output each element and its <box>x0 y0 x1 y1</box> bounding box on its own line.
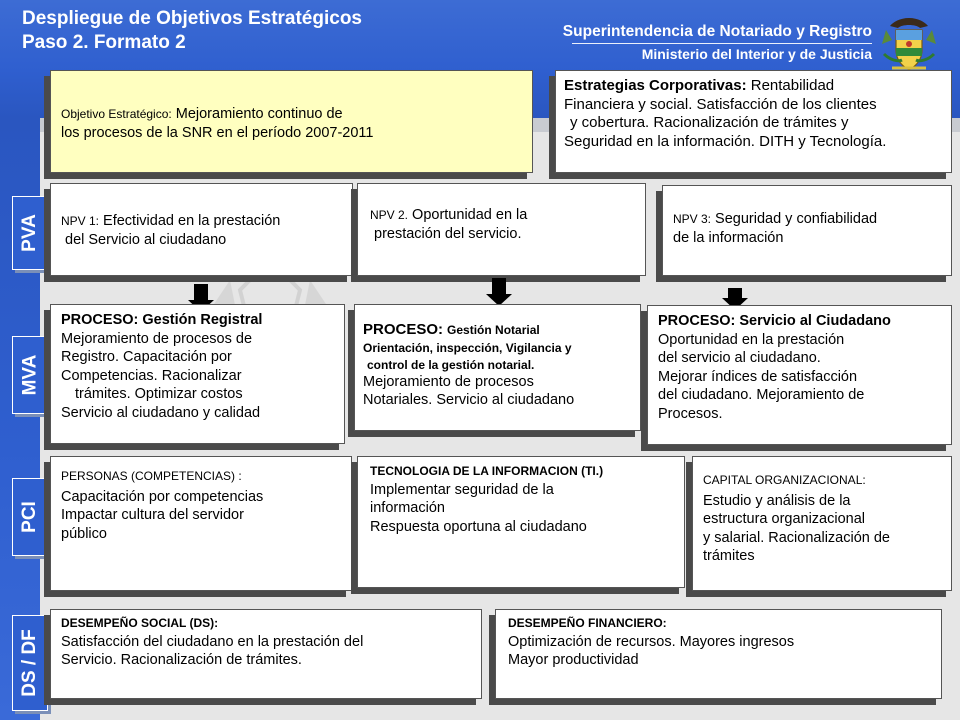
capacity-personas-line: Impactar cultura del servidor <box>61 507 244 523</box>
brand-rule <box>572 43 872 44</box>
objective-text-b: los procesos de la SNR en el período 2007-2011 <box>61 124 374 141</box>
capacity-organizacional-line: trámites <box>703 548 755 564</box>
capacity-organizacional-line: y salarial. Racionalización de <box>703 529 890 546</box>
arrow-npv3-to-process <box>728 288 742 298</box>
title-line-1: Despliegue de Objetivos Estratégicos <box>22 8 362 29</box>
objective-label: Objetivo Estratégico: <box>61 107 172 121</box>
process-registral-title: PROCESO: Gestión Registral <box>61 312 263 328</box>
process-notarial-sub-2: control de la gestión notarial. <box>367 357 535 372</box>
process-ciudadano-line: Procesos. <box>658 405 723 422</box>
capacity-ti-line: Respuesta oportuna al ciudadano <box>370 518 587 535</box>
performance-social-box <box>50 609 482 699</box>
row-label-ds-df: DS / DF <box>12 615 48 711</box>
npv-2-text-b: prestación del servicio. <box>374 225 522 242</box>
capacity-personas-title: PERSONAS (COMPETENCIAS) : <box>61 469 242 483</box>
capacity-ti-line: Implementar seguridad de la <box>370 481 554 498</box>
process-notarial-box <box>354 304 641 431</box>
process-ciudadano-line: Mejorar índices de satisfacción <box>658 368 858 385</box>
npv-3-text-b: de la información <box>673 229 784 246</box>
strategies-line-3: y cobertura. Racionalización de trámites y <box>570 114 849 131</box>
coat-of-arms-icon <box>878 14 940 74</box>
corporate-strategies-box <box>555 70 952 173</box>
page-title <box>22 7 362 55</box>
performance-financial-box <box>495 609 942 699</box>
brand-line-1: Superintendencia de Notariado y Registro <box>562 23 872 40</box>
process-registral-box <box>50 304 345 444</box>
process-registral-line: Registro. Capacitación por <box>61 349 232 365</box>
performance-financial-line: Optimización de recursos. Mayores ingresos <box>508 633 795 650</box>
brand-block <box>563 22 872 64</box>
process-registral-line: Mejoramiento de procesos de <box>61 330 253 347</box>
capacity-organizacional-title: CAPITAL ORGANIZACIONAL: <box>703 473 866 487</box>
npv-1-label: NPV 1: <box>61 214 100 228</box>
capacity-organizacional-box <box>692 456 952 591</box>
performance-financial-title: DESEMPEÑO FINANCIERO: <box>508 616 667 630</box>
capacity-personas-box <box>50 456 352 591</box>
process-ciudadano-line: del servicio al ciudadano. <box>658 350 821 366</box>
performance-social-line: Satisfacción del ciudadano en la prestación del <box>61 633 364 650</box>
npv-1-box <box>50 183 353 276</box>
process-notarial-line: Mejoramiento de procesos <box>363 373 534 390</box>
performance-social-line: Servicio. Racionalización de trámites. <box>61 652 302 668</box>
capacity-ti-box <box>357 456 685 588</box>
process-registral-line: trámites. Optimizar costos <box>75 386 243 402</box>
process-notarial-sub-1: Orientación, inspección, Vigilancia y <box>363 340 572 355</box>
performance-financial-line: Mayor productividad <box>508 652 639 668</box>
process-ciudadano-line: Oportunidad en la prestación <box>658 331 845 348</box>
capacity-ti-line: información <box>370 500 445 516</box>
arrow-npv2-to-process <box>492 278 506 294</box>
process-registral-line: Servicio al ciudadano y calidad <box>61 404 261 421</box>
objective-text-a: Mejoramiento continuo de <box>175 106 343 122</box>
row-label-pva: PVA <box>12 196 48 270</box>
npv-2-label: NPV 2. <box>370 208 409 222</box>
strategies-line-2: Financiera y social. Satisfacción de los clientes <box>564 95 877 113</box>
strategic-objective-box <box>50 70 533 173</box>
process-notarial-line: Notariales. Servicio al ciudadano <box>363 392 575 408</box>
process-notarial-title-a: PROCESO: <box>363 321 444 338</box>
npv-3-box <box>662 185 952 276</box>
arrow-npv1-to-process <box>194 284 208 300</box>
process-notarial-title-b: Gestión Notarial <box>447 323 540 337</box>
npv-3-label: NPV 3: <box>673 212 712 226</box>
capacity-personas-line: Capacitación por competencias <box>61 488 264 505</box>
npv-2-box <box>357 183 646 276</box>
process-ciudadano-box <box>647 305 952 445</box>
strategies-line-4: Seguridad en la información. DITH y Tecnología. <box>564 132 887 150</box>
npv-1-text-b: del Servicio al ciudadano <box>65 231 227 248</box>
npv-2-text-a: Oportunidad en la <box>412 207 528 223</box>
row-label-pci: PCI <box>12 478 48 556</box>
npv-1-text-a: Efectividad en la prestación <box>103 213 281 229</box>
title-line-2: Paso 2. Formato 2 <box>22 32 186 53</box>
process-ciudadano-title: PROCESO: Servicio al Ciudadano <box>658 313 891 329</box>
performance-social-title: DESEMPEÑO SOCIAL (DS): <box>61 616 219 630</box>
row-label-mva: MVA <box>12 336 48 414</box>
strategies-label: Estrategias Corporativas: <box>564 77 747 94</box>
npv-3-text-a: Seguridad y confiabilidad <box>715 211 878 227</box>
capacity-personas-line: público <box>61 525 107 542</box>
process-ciudadano-line: del ciudadano. Mejoramiento de <box>658 387 865 403</box>
capacity-ti-title: TECNOLOGIA DE LA INFORMACION (TI.) <box>370 464 604 478</box>
process-registral-line: Competencias. Racionalizar <box>61 367 242 384</box>
capacity-organizacional-line: Estudio y análisis de la <box>703 492 851 509</box>
strategies-line-1: Rentabilidad <box>750 77 835 94</box>
capacity-organizacional-line: estructura organizacional <box>703 511 866 527</box>
brand-line-2: Ministerio del Interior y de Justicia <box>641 46 872 62</box>
